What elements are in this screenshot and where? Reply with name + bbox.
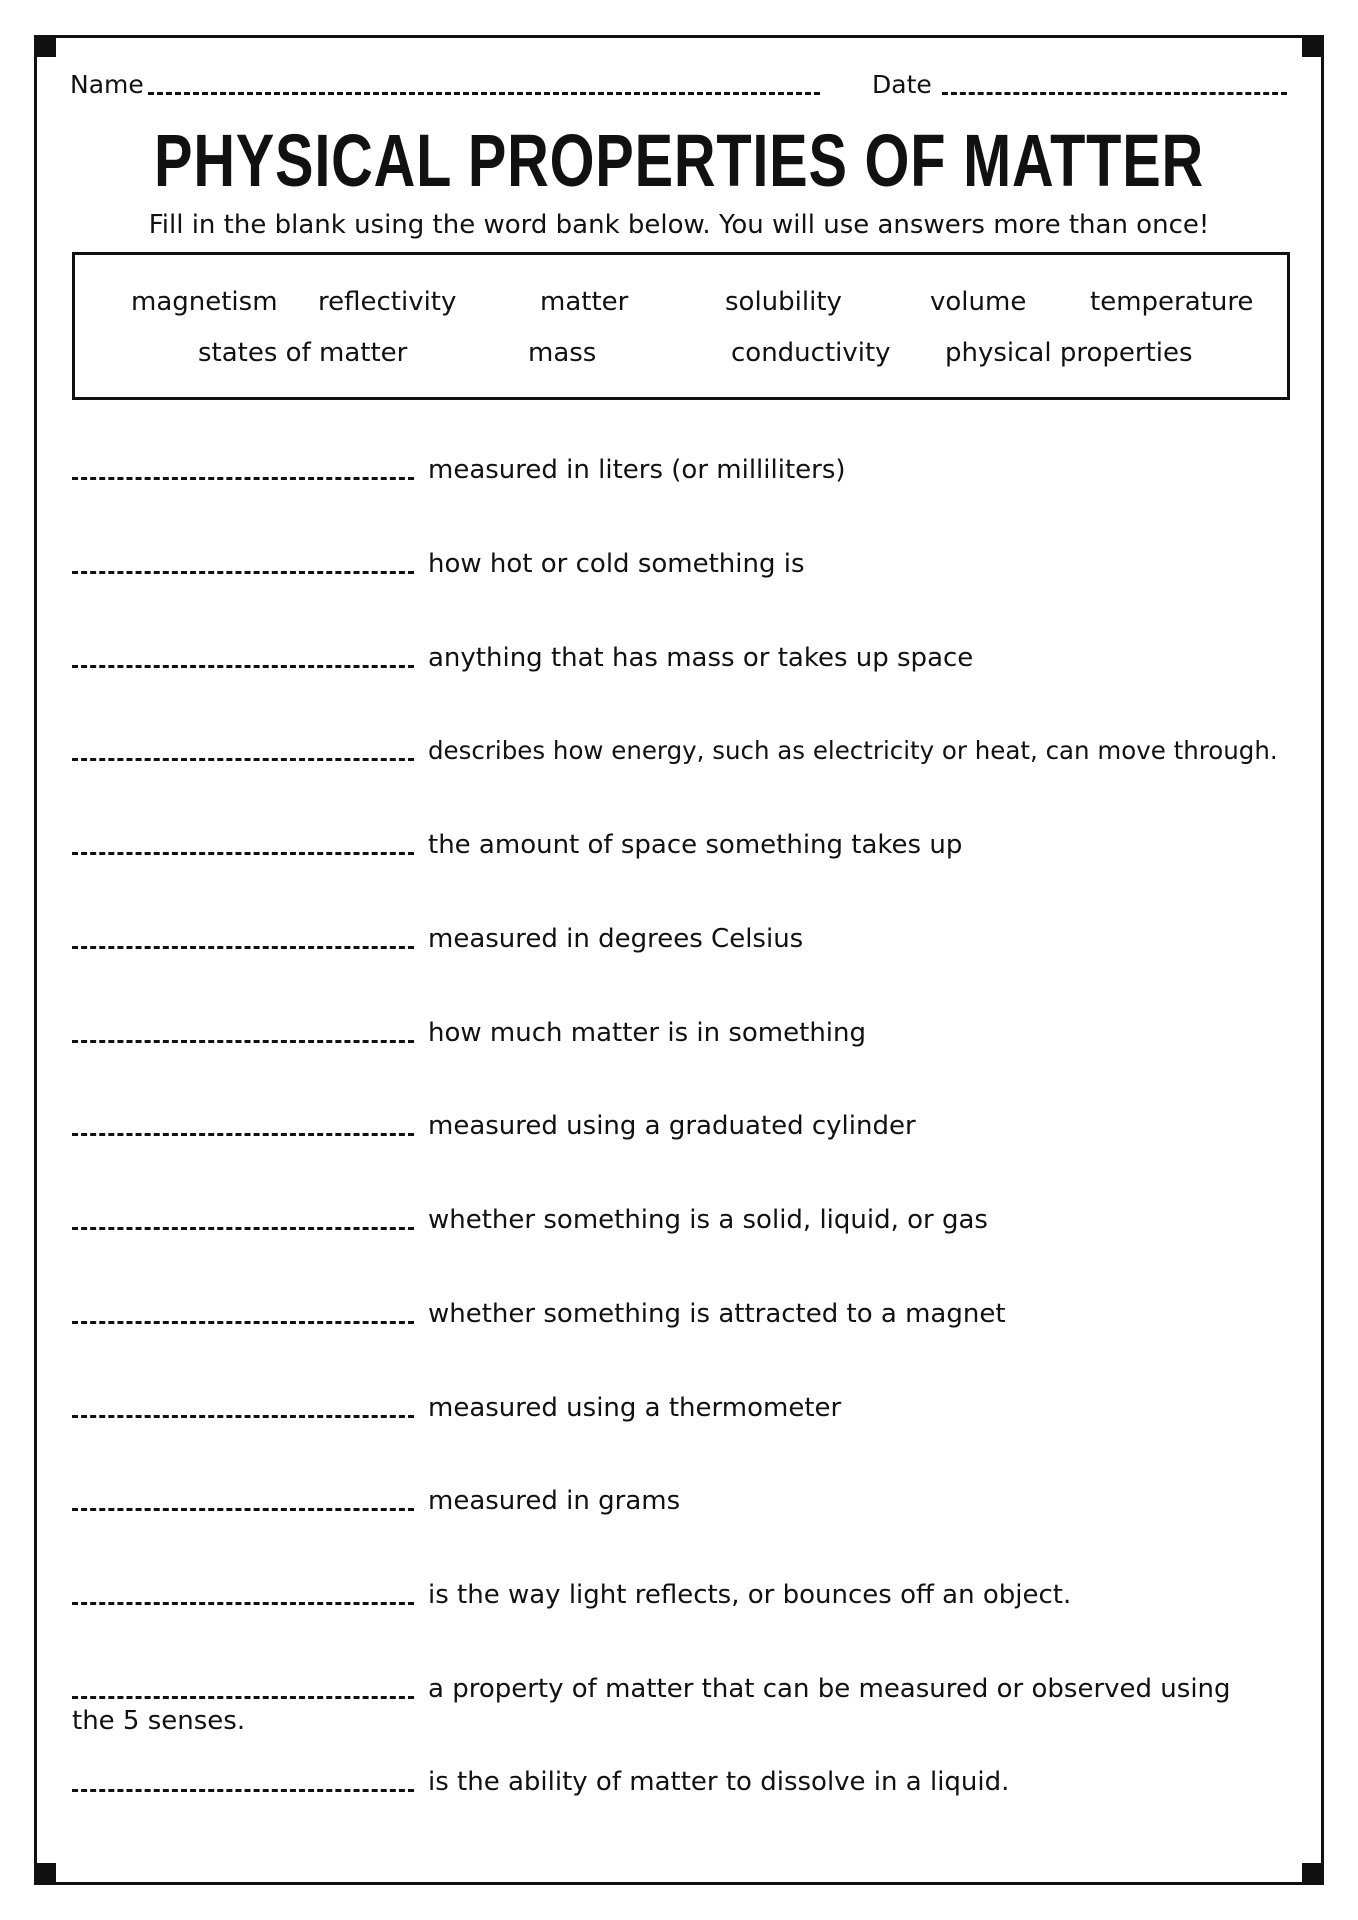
answer-blank[interactable] [72,852,414,855]
answer-blank[interactable] [72,1321,414,1324]
page-title: PHYSICAL PROPERTIES OF MATTER [154,119,1204,202]
question-item [72,549,805,579]
question-item [72,455,846,485]
corner-mark [34,1863,56,1885]
question-item [72,1486,680,1516]
answer-blank[interactable] [72,1227,414,1230]
question-item [72,1674,1231,1704]
question-item [72,1580,1071,1610]
word-bank-item: states of matter [198,338,408,368]
word-bank-item: magnetism [131,287,278,317]
question-text: is the way light reflects, or bounces off an object. [428,1580,1072,1610]
answer-blank[interactable] [72,477,414,480]
question-item [72,1205,988,1235]
answer-blank[interactable] [72,1133,414,1136]
word-bank-item: conductivity [731,338,891,368]
answer-blank[interactable] [72,1040,414,1043]
name-label: Name [70,70,144,99]
date-field[interactable] [942,92,1287,95]
question-text: is the ability of matter to dissolve in a liquid. [428,1767,1010,1797]
word-bank-item: volume [930,287,1027,317]
header [70,66,1290,106]
answer-blank[interactable] [72,1602,414,1605]
word-bank-item: physical properties [945,338,1193,368]
answer-blank[interactable] [72,1508,414,1511]
question-item [72,1111,916,1141]
question-text: measured using a thermometer [428,1393,842,1423]
question-text: measured using a graduated cylinder [428,1111,916,1141]
corner-mark [34,35,56,57]
date-label: Date [872,70,932,99]
answer-blank[interactable] [72,1789,414,1792]
question-text: measured in degrees Celsius [428,924,804,954]
question-item [72,1018,866,1048]
word-bank-item: reflectivity [318,287,457,317]
question-text: whether something is a solid, liquid, or gas [428,1205,988,1235]
answer-blank[interactable] [72,665,414,668]
question-text: a property of matter that can be measured or observed using [428,1674,1231,1704]
answer-blank[interactable] [72,758,414,761]
question-item [72,1393,841,1423]
question-item [72,643,973,673]
word-bank-item: solubility [725,287,842,317]
question-item [72,830,962,860]
instructions: Fill in the blank using the word bank below. You will use answers more than once! [148,210,1210,240]
corner-mark [1302,35,1324,57]
answer-blank[interactable] [72,1696,414,1699]
word-bank-item: mass [528,338,597,368]
question-text: how much matter is in something [428,1018,867,1048]
answer-blank[interactable] [72,946,414,949]
word-bank [72,252,1290,400]
question-item [72,924,803,954]
corner-mark [1302,1863,1324,1885]
question-text: measured in liters (or milliliters) [428,455,846,485]
question-item [72,1299,1006,1329]
question-item [72,736,1278,766]
question-text: the amount of space something takes up [428,830,963,860]
question-text: anything that has mass or takes up space [428,643,974,673]
question-text: describes how energy, such as electricity or heat, can move through. [428,736,1278,765]
question-item [72,1767,1009,1797]
question-text: how hot or cold something is [428,549,805,579]
answer-blank[interactable] [72,1415,414,1418]
answer-blank[interactable] [72,571,414,574]
name-field[interactable] [148,92,820,95]
question-text: measured in grams [428,1486,681,1516]
question-text-continuation: the 5 senses. [72,1706,246,1736]
word-bank-item: matter [540,287,629,317]
question-text: whether something is attracted to a magnet [428,1299,1006,1329]
word-bank-item: temperature [1090,287,1254,317]
